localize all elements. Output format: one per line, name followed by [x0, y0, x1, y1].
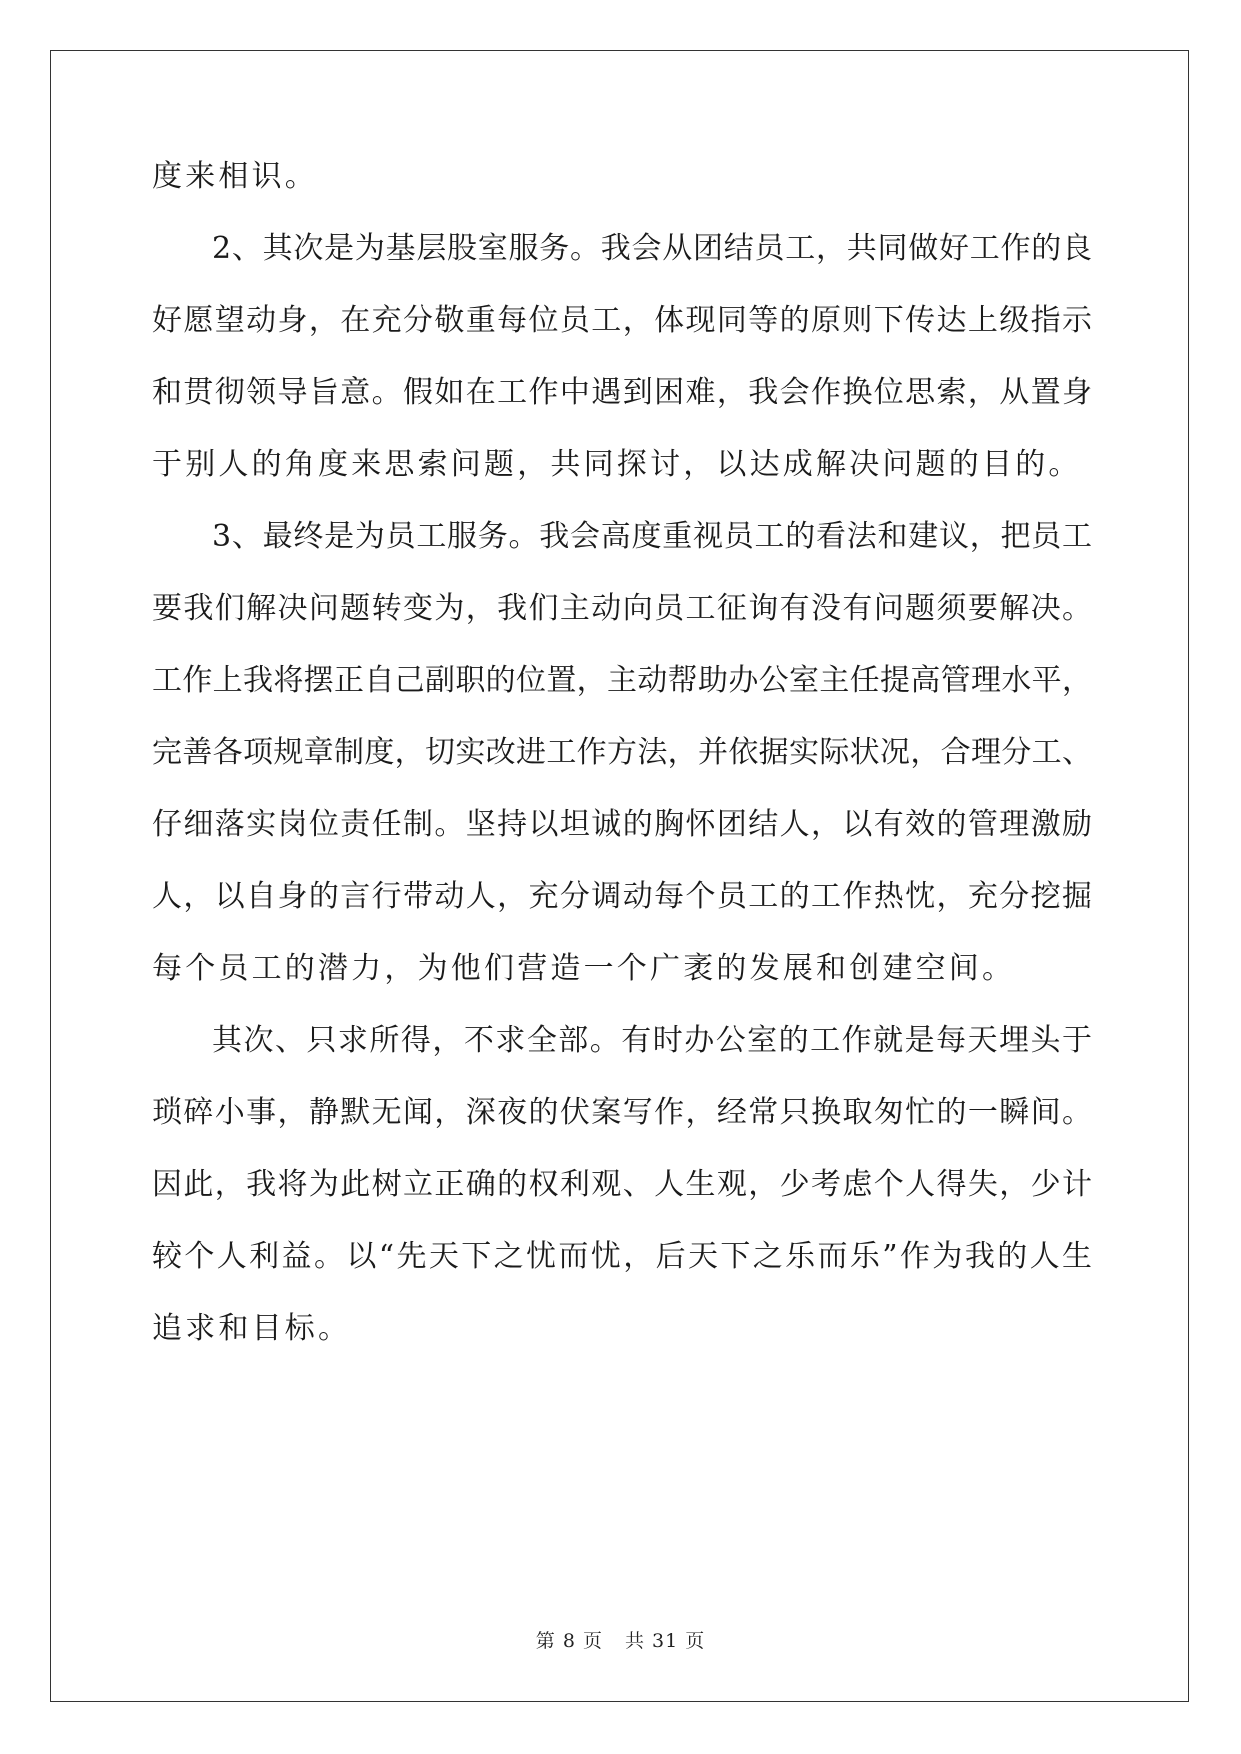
page-total: 共 31 页: [624, 1630, 706, 1652]
text-line: 要我们解决问题转变为，我们主动向员工征询有没有问题须要解决。: [152, 591, 1092, 626]
text-line: 于别人的角度来思索问题，共同探讨，以达成解决问题的目的。: [152, 447, 1082, 482]
text-line: 好愿望动身，在充分敬重每位员工，体现同等的原则下传达上级指示: [152, 303, 1092, 338]
paragraph-start-line: 其次、只求所得，不求全部。有时办公室的工作就是每天埋头于: [212, 1023, 1092, 1058]
text-line: 因此，我将为此树立正确的权利观、人生观，少考虑个人得失，少计: [152, 1167, 1092, 1202]
text-line: 较个人利益。以“先天下之忧而忧，后天下之乐而乐”作为我的人生: [152, 1239, 1092, 1274]
page-footer: [0, 1626, 1241, 1653]
paragraph-start-line: 2、其次是为基层股室服务。我会从团结员工，共同做好工作的良: [212, 231, 1092, 266]
page-number: 第 8 页: [535, 1630, 603, 1652]
text-line: 仔细落实岗位责任制。坚持以坦诚的胸怀团结人，以有效的管理激励: [152, 807, 1092, 842]
text-line: 工作上我将摆正自己副职的位置，主动帮助办公室主任提高管理水平，: [152, 663, 1092, 698]
text-line: 度来相识。: [152, 159, 318, 194]
text-line: 追求和目标。: [152, 1311, 352, 1346]
text-line: 和贯彻领导旨意。假如在工作中遇到困难，我会作换位思索，从置身: [152, 375, 1092, 410]
text-line: 每个员工的潜力，为他们营造一个广袤的发展和创建空间。: [152, 951, 1016, 986]
paragraph-start-line: 3、最终是为员工服务。我会高度重视员工的看法和建议，把员工: [212, 519, 1092, 554]
text-line: 人，以自身的言行带动人，充分调动每个员工的工作热忱，充分挖掘: [152, 879, 1092, 914]
text-line: 琐碎小事，静默无闻，深夜的伏案写作，经常只换取匆忙的一瞬间。: [152, 1095, 1092, 1130]
text-line: 完善各项规章制度，切实改进工作方法，并依据实际状况，合理分工、: [152, 735, 1092, 770]
page-border: [50, 50, 1189, 1702]
